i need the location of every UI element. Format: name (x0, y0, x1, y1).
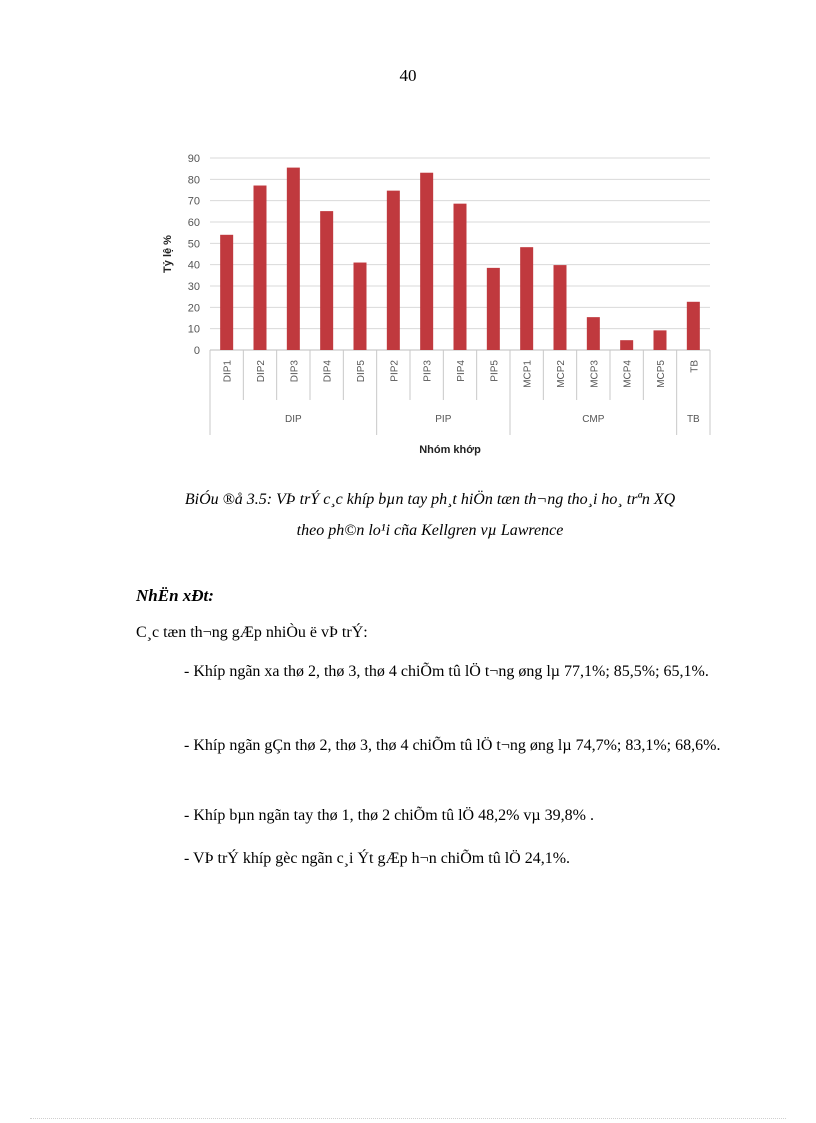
comment-heading: NhËn xÐt: (136, 586, 214, 605)
comment-item-1-text: - Khíp ngãn xa thø 2, thø 3, thø 4 chiÕm tû lÖ t¬ng øng lµ 77,1%; 85,5%; 65,1%. (184, 663, 709, 680)
x-tick-label: MCP5 (656, 360, 667, 388)
x-tick-label: DIP5 (356, 360, 367, 383)
y-tick-label: 40 (187, 259, 200, 272)
bar-MCP5 (654, 330, 667, 350)
page-number: 40 (399, 66, 417, 85)
y-tick-label: 10 (187, 323, 200, 336)
x-tick-label: TB (689, 360, 701, 373)
group-label: TB (686, 414, 700, 425)
x-tick-label: PIP5 (489, 360, 501, 382)
y-tick-label: 70 (187, 195, 200, 208)
bar-DIP4 (320, 211, 333, 350)
figure-caption-line-2: theo ph©n lo¹i cña Kellgren vµ Lawrence (296, 522, 564, 539)
x-tick-label: DIP1 (222, 360, 234, 383)
y-tick-label: 90 (187, 153, 200, 165)
comment-item-3-text: - Khíp bµn ngãn tay thø 1, thø 2 chiÕm tû lÖ 48,2% vµ 39,8% . (184, 807, 594, 824)
comment-item-2 (136, 730, 736, 762)
comment-item-1 (136, 656, 736, 688)
y-tick-label: 30 (187, 281, 200, 293)
bar-MCP2 (554, 265, 567, 350)
y-tick-label: 50 (187, 238, 200, 251)
y-tick-label: 20 (187, 302, 200, 315)
x-tick-label: MCP1 (522, 360, 534, 388)
group-label: CMP (582, 414, 605, 425)
x-tick-label: PIP4 (456, 360, 467, 382)
bar-MCP4 (620, 340, 633, 350)
x-tick-label: PIP3 (422, 360, 434, 382)
comment-intro: C¸c tæn th¬ng gÆp nhiÒu ë vÞ trÝ: (136, 624, 368, 641)
bar-PIP3 (420, 173, 433, 350)
x-tick-label: PIP2 (389, 360, 401, 382)
y-axis-label: Tỷ lệ % (162, 235, 174, 273)
comment-item-4-text: - VÞ trÝ khíp gèc ngãn c¸i Ýt gÆp h¬n chiÕm tû lÖ 24,1%. (184, 850, 571, 867)
x-tick-label: DIP2 (256, 360, 267, 383)
figure-caption-line-1: BiÓu ®å 3.5: VÞ trÝ c¸c khíp bµn tay ph¸t hiÖn tæn th¬ng tho¸i ho¸ trªn XQ (184, 491, 676, 508)
bar-PIP4 (454, 204, 467, 350)
y-tick-label: 60 (187, 217, 200, 229)
bar-MCP3 (587, 317, 600, 350)
x-tick-label: MCP4 (622, 360, 634, 388)
bottom-dotted-rule (30, 1118, 786, 1119)
comment-item-2-text: - Khíp ngãn gÇn thø 2, thø 3, thø 4 chiÕm tû lÖ t¬ng øng lµ 74,7%; 83,1%; 68,6%. (184, 737, 721, 754)
bar-MCP1 (520, 247, 533, 350)
bar-DIP1 (220, 235, 233, 350)
bar-DIP2 (254, 186, 267, 350)
y-tick-label: 80 (187, 174, 200, 187)
x-tick-label: DIP3 (289, 360, 301, 383)
bar-DIP3 (287, 168, 300, 350)
bar-chart (150, 145, 720, 465)
bar-TB (687, 302, 700, 350)
group-label: DIP (284, 414, 302, 425)
bar-DIP5 (354, 263, 367, 350)
x-tick-label: MCP3 (589, 360, 601, 388)
comment-item-4 (136, 843, 736, 875)
comment-item-3 (136, 800, 736, 832)
x-tick-label: DIP4 (322, 360, 334, 383)
bar-PIP5 (487, 268, 500, 350)
group-label: PIP (435, 414, 452, 425)
x-axis-label: Nhóm khớp (419, 444, 481, 456)
y-tick-label: 0 (193, 345, 200, 357)
bar-PIP2 (387, 191, 400, 350)
x-tick-label: MCP2 (556, 360, 567, 388)
